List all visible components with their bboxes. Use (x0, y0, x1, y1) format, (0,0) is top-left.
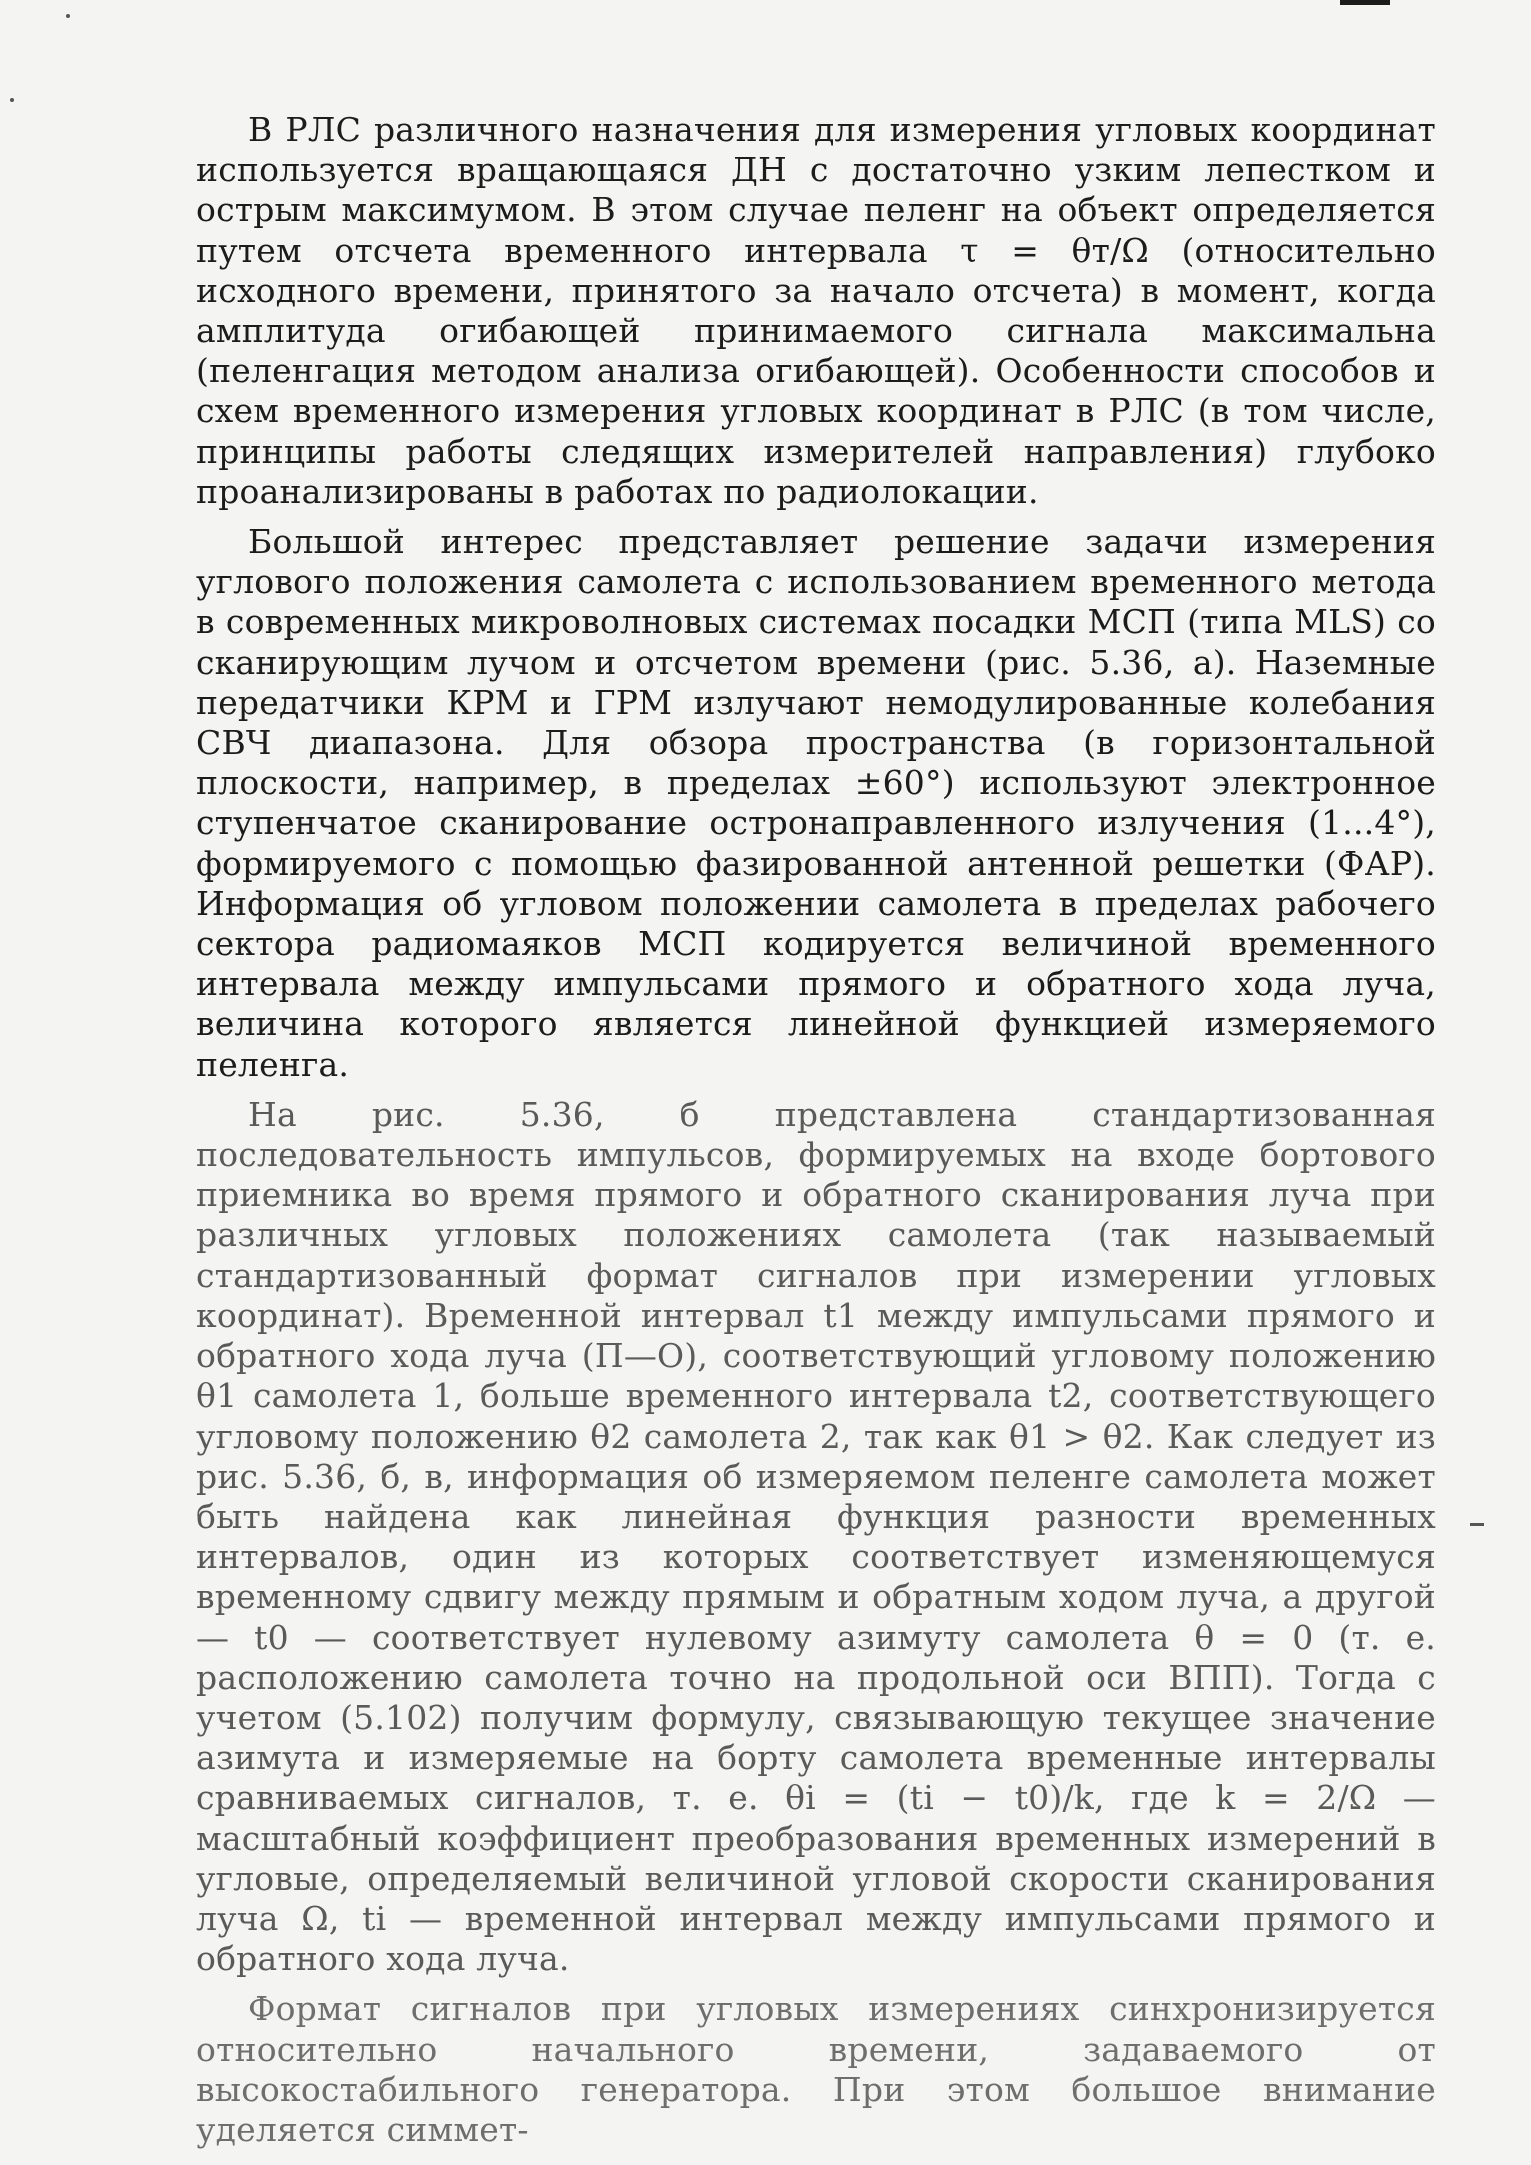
paragraph-angle-measurement-intro: В РЛС различного назначения для измерения угловых координат используется вращающаяся ДН с достаточно узким лепестком и острым максимумом. В этом случае пеленг на объект определяется путем отсчета временного интервала τ = θт/Ω (относительно исходного времени, принятого за начало отсчета) в момент, когда амплитуда огибающей принимаемого сигнала максимальна (пеленгация методом анализа огибающей). Особенности способов и схем временного измерения угловых координат в РЛС (в том числе, принципы работы следящих измерителей направления) глубоко проанализированы в работах по радиолокации. (196, 110, 1436, 511)
paragraph-mls-landing-system: Большой интерес представляет решение задачи измерения углового положения самолета с использованием временного метода в современных микроволновых системах посадки МСП (типа MLS) со сканирующим лучом и отсчетом времени (рис. 5.36, а). Наземные передатчики КРМ и ГРМ излучают немодулированные колебания СВЧ диапазона. Для обзора пространства (в горизонтальной плоскости, например, в пределах ±60°) используют электронное ступенчатое сканирование остронаправленного излучения (1...4°), формируемого с помощью фазированной антенной решетки (ФАР). Информация об угловом положении самолета в пределах рабочего сектора радиомаяков МСП кодируется величиной временного интервала между импульсами прямого и обратного хода луча, величина которого является линейной функцией измеряемого пеленга. (196, 522, 1436, 1084)
paragraph-pulse-sequence-format: На рис. 5.36, б представлена стандартизованная последовательность импульсов, формируемых на входе бортового приемника во время прямого и обратного сканирования луча при различных угловых положениях самолета (так называемый стандартизованный формат сигналов при измерении угловых координат). Временной интервал t1 между импульсами прямого и обратного хода луча (П—О), соответствующий угловому положению θ1 самолета 1, больше временного интервала t2, соответствующего угловому положению θ2 самолета 2, так как θ1 > θ2. Как следует из рис. 5.36, б, в, информация об измеряемом пеленге самолета может быть найдена как линейная функция разности временных интервалов, один из которых соответствует изменяющемуся временному сдвигу между прямым и обратным ходом луча, а другой — t0 — соответствует нулевому азимуту самолета θ = 0 (т. е. расположению самолета точно на продольной оси ВПП). Тогда с учетом (5.102) получим формулу, связывающую текущее значение азимута и измеряемые на борту самолета временные интервалы сравниваемых сигналов, т. е. θi = (ti − t0)/k, где k = 2/Ω — масштабный коэффициент преобразования временных измерений в угловые, определяемый величиной угловой скорости сканирования луча Ω, ti — временной интервал между импульсами прямого и обратного хода луча. (196, 1094, 1436, 1979)
scan-dust-dot (66, 14, 70, 18)
scan-edge-mark (1340, 0, 1390, 5)
document-page (196, 110, 1436, 2160)
scan-dust-dot (10, 98, 14, 102)
paragraph-signal-format-sync: Формат сигналов при угловых измерениях синхронизируется относительно начального времени, задаваемого от высокостабильного генератора. При этом большое внимание уделяется симмет- (196, 1989, 1436, 2149)
margin-dash-mark (1470, 1523, 1484, 1526)
